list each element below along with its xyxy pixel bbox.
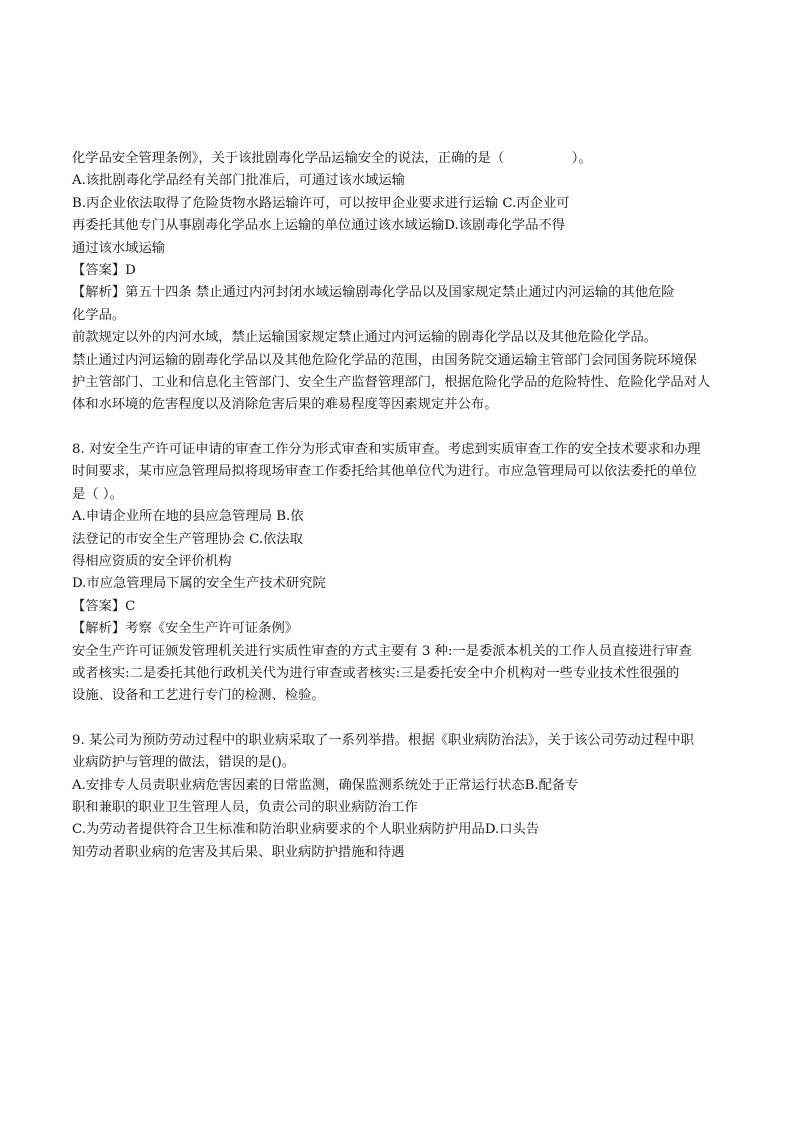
- option-line: 再委托其他专门从事剧毒化学品水上运输的单位通过该水域运输D.该剧毒化学品不得: [72, 218, 566, 234]
- analysis-line: 【解析】考察《安全生产许可证条例》: [72, 621, 299, 637]
- question-line: 9. 某公司为预防劳动过程中的职业病采取了一系列举措。根据《职业病防治法》，关于该公司劳动过程中职: [72, 732, 694, 748]
- analysis-line: 禁止通过内河运输的剧毒化学品以及其他危险化学品的范围，由国务院交通运输主管部门会同国务院环境保: [72, 352, 697, 368]
- option-line: 知劳动者职业病的危害及其后果、职业病防护措施和待遇: [72, 844, 405, 860]
- option-line: D.市应急管理局下属的安全生产技术研究院: [72, 576, 326, 592]
- analysis-line: 前款规定以外的内河水域，禁止运输国家规定禁止通过内河运输的剧毒化学品以及其他危险化学品。: [72, 330, 658, 346]
- question-line: 业病防护与管理的做法，错误的是()。: [72, 755, 296, 771]
- option-line: A.该批剧毒化学品经有关部门批准后，可通过该水域运输: [72, 173, 405, 189]
- option-line: A.申请企业所在地的县应急管理局 B.依: [72, 509, 304, 525]
- analysis-line: 体和水环境的危害程度以及消除危害后果的难易程度等因素规定并公布。: [72, 397, 498, 413]
- question-8-block: [72, 439, 722, 708]
- answer-line: 【答案】C: [72, 598, 136, 614]
- analysis-line: 或者核实:二是委托其他行政机关代为进行审查或者核实:三是委托安全中介机构对一些专业技术性很强的: [72, 665, 680, 681]
- question-line: 时间要求，某市应急管理局拟将现场审查工作委托给其他单位代为进行。市应急管理局可以依法委托的单位: [72, 464, 697, 480]
- document-content: [72, 148, 722, 864]
- question-7-block: [72, 148, 722, 417]
- option-line: B.丙企业依法取得了危险货物水路运输许可，可以按甲企业要求进行运输 C.丙企业可: [72, 195, 570, 211]
- question-9-block: [72, 730, 722, 864]
- analysis-line: 安全生产许可证颁发管理机关进行实质性审查的方式主要有 3 种:一是委派本机关的工作人员直接进行审查: [72, 643, 692, 659]
- option-line: 职和兼职的职业卫生管理人员，负责公司的职业病防治工作: [72, 799, 418, 815]
- option-line: A.安排专人员责职业病危害因素的日常监测，确保监测系统处于正常运行状态B.配备专: [72, 777, 579, 793]
- paragraph-gap: [72, 708, 722, 730]
- option-line: C.为劳动者提供符合卫生标准和防治职业病要求的个人职业病防护用品D.口头告: [72, 822, 540, 838]
- analysis-line: 护主管部门、工业和信息化主管部门、安全生产监督管理部门，根据危险化学品的危险特性、危险化学品对人: [72, 375, 711, 391]
- question-line: 化学品安全管理条例》，关于该批剧毒化学品运输安全的说法，正确的是（ ）。: [72, 151, 592, 166]
- analysis-line: 化学品。: [72, 307, 126, 323]
- option-line: 得相应资质的安全评价机构: [72, 553, 232, 569]
- analysis-line: 【解析】第五十四条 禁止通过内河封闭水域运输剧毒化学品以及国家规定禁止通过内河运输的其他危险: [72, 285, 675, 301]
- question-line: 8. 对安全生产许可证申请的审查工作分为形式审查和实质审查。考虑到实质审查工作的安全技术要求和办理: [72, 441, 701, 457]
- question-line: 是（ ）。: [72, 486, 123, 502]
- answer-line: 【答案】D: [72, 263, 136, 279]
- analysis-line: 设施、设备和工艺进行专门的检测、检验。: [72, 688, 325, 704]
- paragraph-gap: [72, 417, 722, 439]
- option-line: 法登记的市安全生产管理协会 C.依法取: [72, 531, 303, 547]
- option-line: 通过该水域运输: [72, 240, 166, 256]
